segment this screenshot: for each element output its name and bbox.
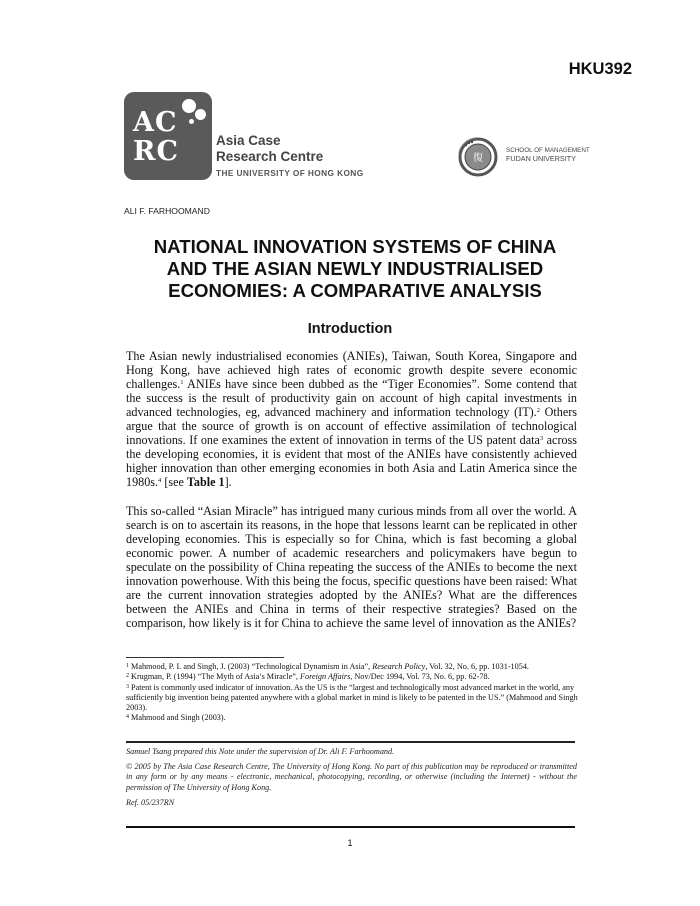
footnote-ref[interactable]: 2 — [536, 407, 540, 415]
footnote-ref[interactable]: 3 — [539, 435, 544, 443]
footnote-divider — [126, 657, 284, 658]
text: , Nov/Dec 1994, Vol. 73, No. 6, pp. 62-78. — [350, 672, 490, 682]
title-line1: NATIONAL INNOVATION SYSTEMS OF CHINA — [153, 236, 557, 257]
footnote-number: 3 — [126, 683, 129, 690]
footnote — [126, 662, 581, 672]
svg-text:復: 復 — [473, 153, 483, 164]
text: Patent is commonly used indicator of innovation. As the US is the “largest and technologically most advanced market in the world, any sufficiently big invention being patented anywhere with a global market in mind is likely to be patented in the US.” (Mahmood and Singh 2003). — [126, 682, 578, 713]
document-code: HKU392 — [568, 60, 632, 78]
copyright-notice: © 2005 by The Asia Case Research Centre, The University of Hong Kong. No part of this publication may be reproduced or transmitted in any form or by any means - electronic, mechanical, photocopying, recording, or otherwise (including the Internet) - without the permission of The University of Hong Kong. — [126, 762, 577, 792]
fudan-seal-icon — [456, 135, 498, 177]
footnote-ref[interactable]: 4 — [158, 477, 162, 485]
credits-divider — [126, 741, 575, 743]
logo-bubble-icon — [189, 119, 194, 124]
footer-divider — [126, 826, 575, 828]
logo-bubble-icon — [182, 99, 196, 113]
text: across the developing economies, it is evident that most of the ANIEs have consistently achieved higher innovation than other emerging economies in both Asia and Latin America since the 1980s. — [126, 433, 578, 490]
journal: Foreign Affairs — [300, 672, 351, 682]
text: Krugman, P. (1994) “The Myth of Asia’s Miracle”, — [129, 672, 300, 682]
fudan-school-name — [506, 147, 590, 163]
text: Others argue that the source of growth is on account of effective assimilation of technological innovations. If one examines the extent of innovation in terms of the US patent data — [126, 405, 578, 448]
prepared-by: Samuel Tsang prepared this Note under the supervision of Dr. Ali F. Farhoomand. — [126, 747, 395, 756]
acrc-name-line2: Research Centre — [216, 149, 324, 164]
fudan-line2: FUDAN UNIVERSITY — [506, 154, 576, 163]
acrc-name — [216, 133, 323, 165]
credits — [126, 747, 577, 813]
footnote — [126, 672, 581, 682]
page-number: 1 — [347, 838, 353, 848]
document-title — [110, 236, 600, 302]
text: Mahmood and Singh (2003). — [129, 713, 226, 723]
footnote — [126, 713, 581, 723]
author: ALI F. FARHOOMAND — [124, 206, 210, 216]
text: ]. — [224, 475, 232, 490]
acrc-logo-line1: AC — [133, 107, 178, 138]
text: The Asian newly industrialised economies (ANIEs), Taiwan, South Korea, Singapore and Hong Kong, have achieved high rates of economic growth despite severe economic challenges. — [126, 349, 577, 392]
acrc-logo — [124, 92, 212, 180]
section-heading: Introduction — [307, 321, 393, 337]
text: Mahmood, P. I. and Singh, J. (2003) “Technological Dynamism in Asia”, — [129, 662, 373, 671]
acrc-university: THE UNIVERSITY OF HONG KONG — [216, 168, 364, 178]
logo-bubble-icon — [195, 109, 206, 120]
title-line2: AND THE ASIAN NEWLY INDUSTRIALISED — [166, 258, 544, 279]
footnotes — [126, 662, 581, 724]
reference-number: Ref. 05/237RN — [126, 797, 175, 807]
text: [see — [161, 475, 187, 490]
paragraph — [126, 349, 577, 489]
footnote-number: 1 — [126, 663, 129, 669]
fudan-line1: SCHOOL OF MANAGEMENT — [506, 147, 590, 154]
acrc-logo-line2: RC — [133, 136, 179, 167]
journal: Research Policy — [372, 662, 426, 671]
table-reference[interactable]: Table 1 — [186, 475, 225, 490]
acrc-name-line1: Asia Case — [216, 133, 281, 148]
footnote — [126, 683, 581, 714]
footnote-ref[interactable]: 1 — [180, 379, 184, 387]
footnote-number: 2 — [126, 673, 129, 680]
text: ANIEs have since been dubbed as the “Tiger Economies”. Some contend that the success is the result of productivity gain on account of high capital investments in advanced technologies, eg, advanced machinery and information technology (IT). — [126, 377, 577, 420]
text: , Vol. 32, No. 6, pp. 1031-1054. — [425, 662, 529, 671]
paragraph: This so-called “Asian Miracle” has intrigued many curious minds from all over the world. A search is on to ascertain its reasons, in the hope that lessons learnt can be replicated in other developing economies. This is especially so for China, which is fast becoming a global economic power. A number of academic researchers and policymakers have begun to speculate on the possibility of China repeating the success of the ANIEs to become the next innovation powerhouse. With this being the focus, specific questions have been raised: What are the current innovation strategies adopted by the ANIEs? What are the differences between the ANIEs and China in terms of their respective strategies? Based on the comparison, how likely is it for China to achieve the same level of innovation as the ANIEs? — [126, 504, 577, 631]
title-line3: ECONOMIES: A COMPARATIVE ANALYSIS — [168, 280, 542, 301]
footnote-number: 4 — [126, 714, 129, 721]
